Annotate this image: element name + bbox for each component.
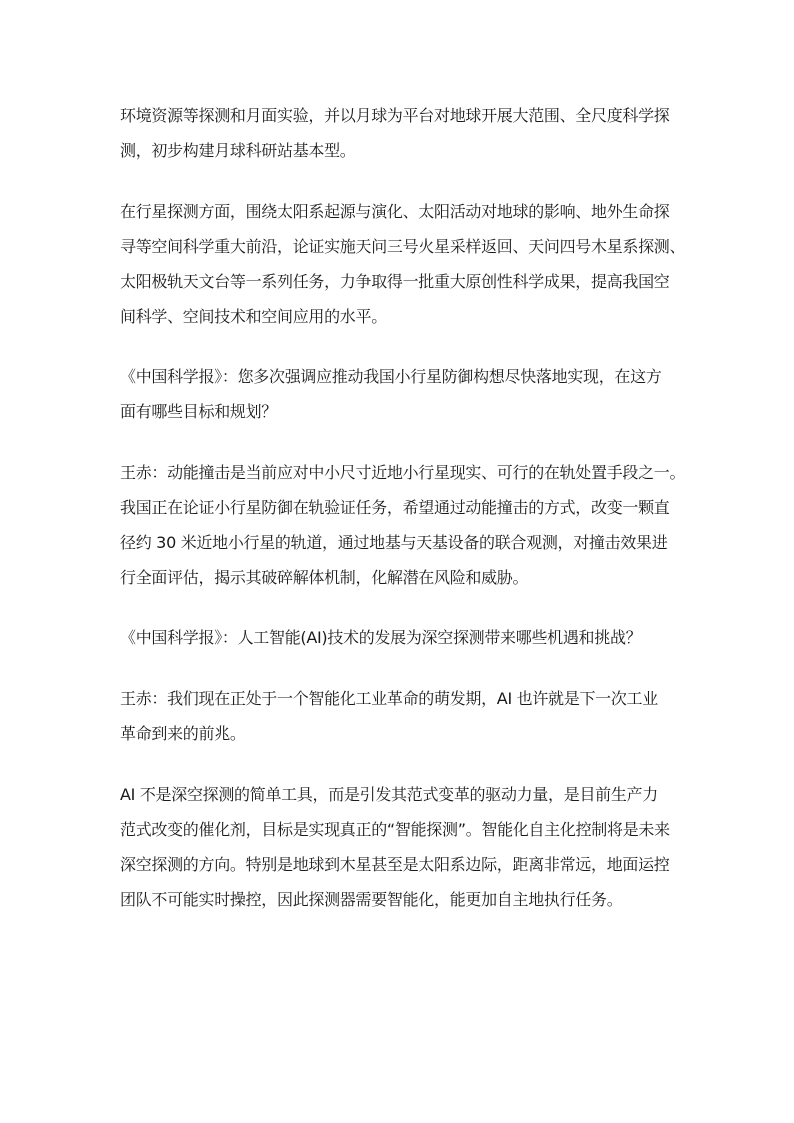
text-line: 太阳极轨天文台等一系列任务，力争取得一批重大原创性科学成果，提高我国空 bbox=[120, 272, 670, 291]
paragraph-answer-ai-detail bbox=[120, 777, 680, 917]
text-line: 革命到来的前兆。 bbox=[120, 724, 246, 743]
text-line: 我国正在论证小行星防御在轨验证任务，希望通过动能撞击的方式，改变一颗直 bbox=[120, 498, 670, 517]
text-line: 测，初步构建月球科研站基本型。 bbox=[120, 141, 356, 160]
paragraph-answer-ai-intro bbox=[120, 681, 680, 751]
text-line: 寻等空间科学重大前沿，论证实施天问三号火星采样返回、天问四号木星系探测、 bbox=[120, 237, 686, 256]
text-line: 行全面评估，揭示其破碎解体机制，化解潜在风险和威胁。 bbox=[120, 568, 529, 587]
article-body bbox=[120, 98, 686, 917]
text-line: 间科学、空间技术和空间应用的水平。 bbox=[120, 307, 387, 326]
text-line: 范式改变的催化剂，目标是实现真正的“智能探测”。智能化自主化控制将是未来 bbox=[120, 820, 670, 839]
text-line: 团队不可能实时操控，因此探测器需要智能化，能更加自主地执行任务。 bbox=[120, 890, 623, 909]
text-line: 环境资源等探测和月面实验，并以月球为平台对地球开展大范围、全尺度科学探 bbox=[120, 106, 670, 125]
paragraph-lunar-research-station bbox=[120, 98, 680, 168]
paragraph-question-asteroid-defense bbox=[120, 359, 680, 429]
text-line: 在行星探测方面，围绕太阳系起源与演化、太阳活动对地球的影响、地外生命探 bbox=[120, 202, 670, 221]
text-line: 深空探测的方向。特别是地球到木星甚至是太阳系边际，距离非常远，地面运控 bbox=[120, 855, 670, 874]
text-line: 面有哪些目标和规划？ bbox=[120, 402, 278, 421]
paragraph-answer-asteroid-defense bbox=[120, 455, 686, 595]
text-line: 王赤：动能撞击是当前应对中小尺寸近地小行星现实、可行的在轨处置手段之一。 bbox=[120, 463, 686, 482]
text-line: 王赤：我们现在正处于一个智能化工业革命的萌发期，AI 也许就是下一次工业 bbox=[120, 689, 658, 708]
text-line: 径约 30 米近地小行星的轨道，通过地基与天基设备的联合观测，对撞击效果进 bbox=[120, 533, 668, 552]
text-line: 《中国科学报》：人工智能(AI)技术的发展为深空探测带来哪些机遇和挑战？ bbox=[120, 628, 642, 647]
text-line: 《中国科学报》：您多次强调应推动我国小行星防御构想尽快落地实现，在这方 bbox=[120, 367, 662, 386]
paragraph-planetary-exploration bbox=[120, 194, 686, 334]
paragraph-question-ai bbox=[120, 620, 680, 655]
text-line: AI 不是深空探测的简单工具，而是引发其范式变革的驱动力量，是目前生产力 bbox=[120, 785, 658, 804]
